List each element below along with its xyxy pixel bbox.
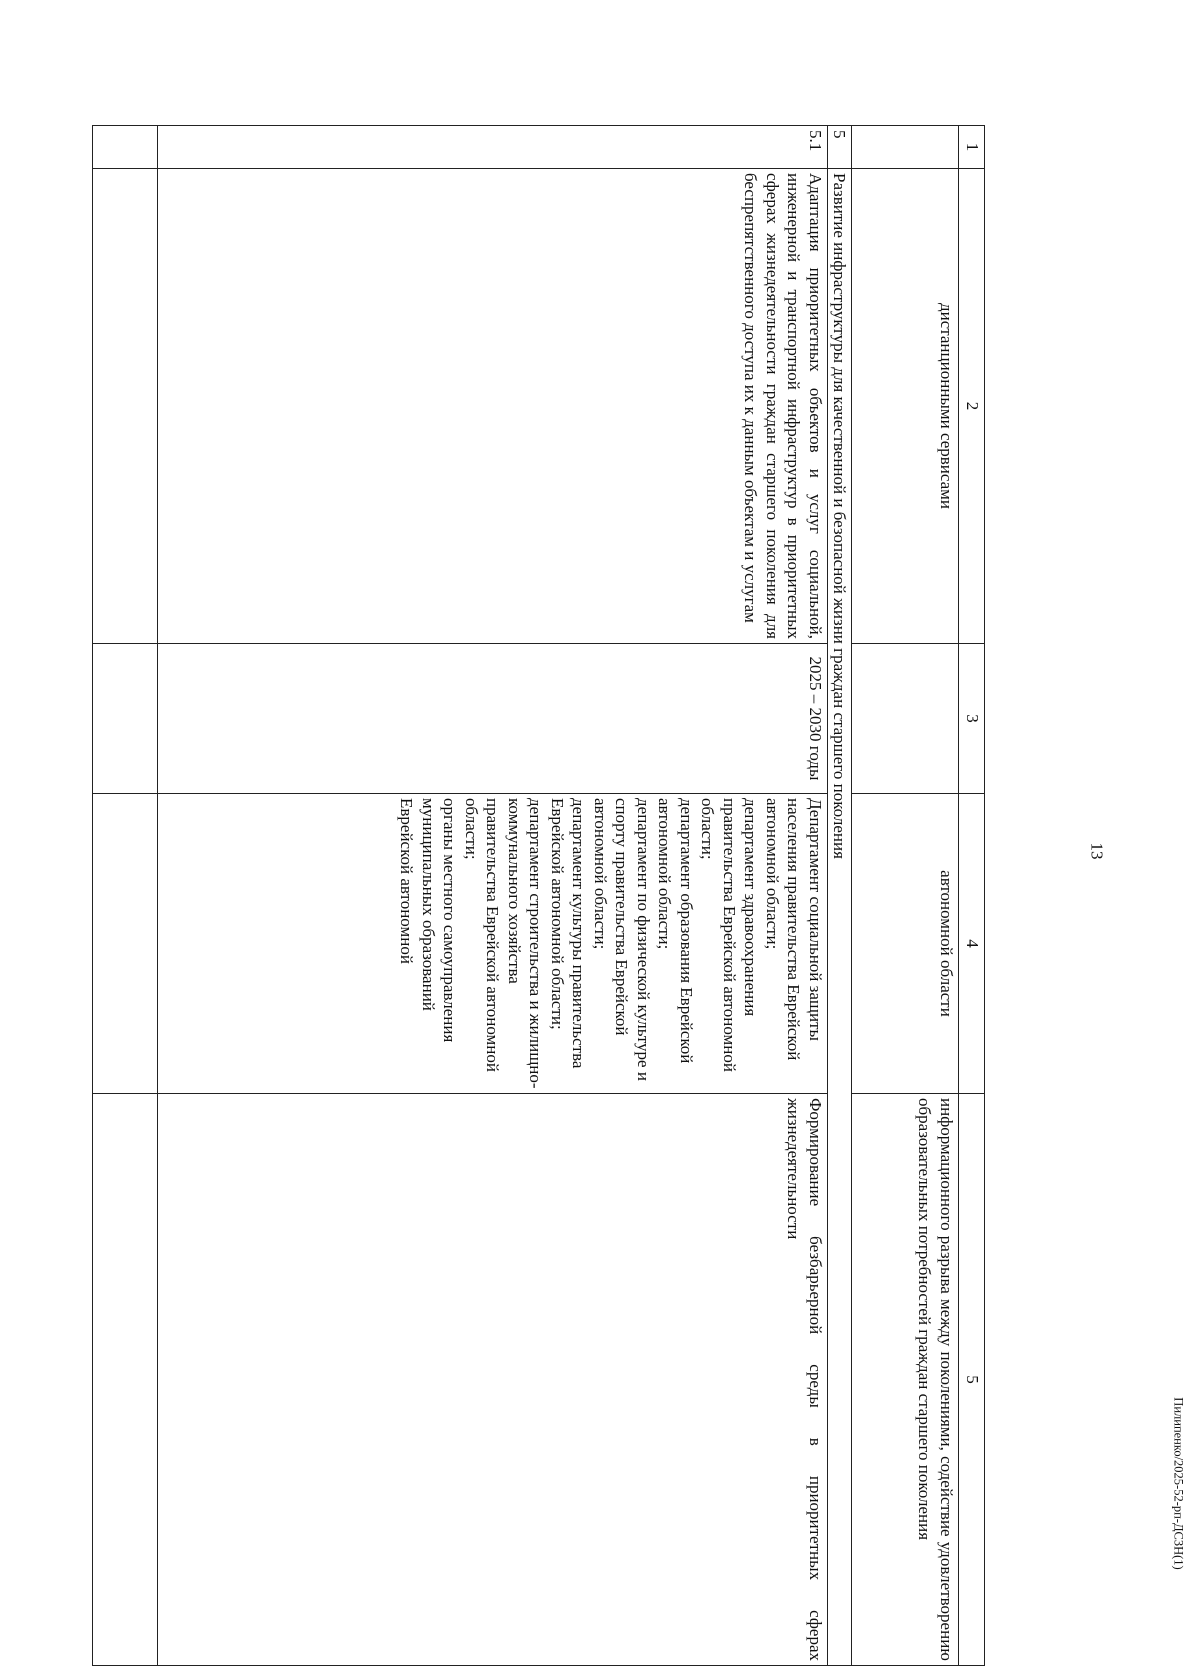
header-col-1: 1 [959,126,985,169]
responsible-executors: Департамент социальной защиты населения правительства Еврейской автономной области; департамент здравоохранения правительства Еврейской автономной области; департамент образования Еврейской автономной области; департамент по физической культуре и спорту правительства Еврейской автономной области; департамент культуры правительства Еврейской автономной области; департамент строительства и жилищно-коммунального хозяйства правительства Еврейской автономной области; органы местного самоуправления муниципальных образований Еврейской автономной [158,794,828,1094]
empty-cell-5 [93,1094,158,1666]
empty-cell-2 [93,169,158,644]
measures-table [92,125,985,1666]
document-sheet [73,125,985,1665]
cont-executor-cell: автономной области [852,794,959,1094]
measure-description: Адаптация приоритетных объектов и услуг социальной, инженерной и транспортной инфраструктур в приоритетных сферах жизнедеятельности граждан старшего поколения для беспрепятственного доступа их к данным объектам и услугам [158,169,828,644]
page-number: 13 [1087,842,1106,860]
cont-number-cell [852,126,959,169]
table-header-row [959,126,985,1666]
header-col-5: 5 [959,1094,985,1666]
empty-cell-1 [93,126,158,169]
empty-cell-3 [93,644,158,794]
expected-result: Формирование безбарьерной среды в приоритетных сферах жизнедеятельности [158,1094,828,1666]
empty-cell-4 [93,794,158,1094]
header-col-3: 3 [959,644,985,794]
table-row-5-1 [158,126,828,1666]
table-row-continuation [852,126,959,1666]
section-title: Развитие инфраструктуры для качественной и безопасной жизни граждан старшего поколения [828,169,852,1666]
section-number: 5 [828,126,852,169]
cont-period-cell [852,644,959,794]
row-number: 5.1 [158,126,828,169]
header-col-2: 2 [959,169,985,644]
cont-measure-cell: дистанционными сервисами [852,169,959,644]
header-col-4: 4 [959,794,985,1094]
table-row-section [828,126,852,1666]
footer-reference: Пилипенко/2025-52-рп-ДСЗН(1) [1171,1396,1186,1570]
table-row-empty [93,126,158,1666]
cont-result-cell: информационного разрыва между поколениями, содействие удовлетворению образовательных потребностей граждан старшего поколения [852,1094,959,1666]
implementation-period: 2025 – 2030 годы [158,644,828,794]
